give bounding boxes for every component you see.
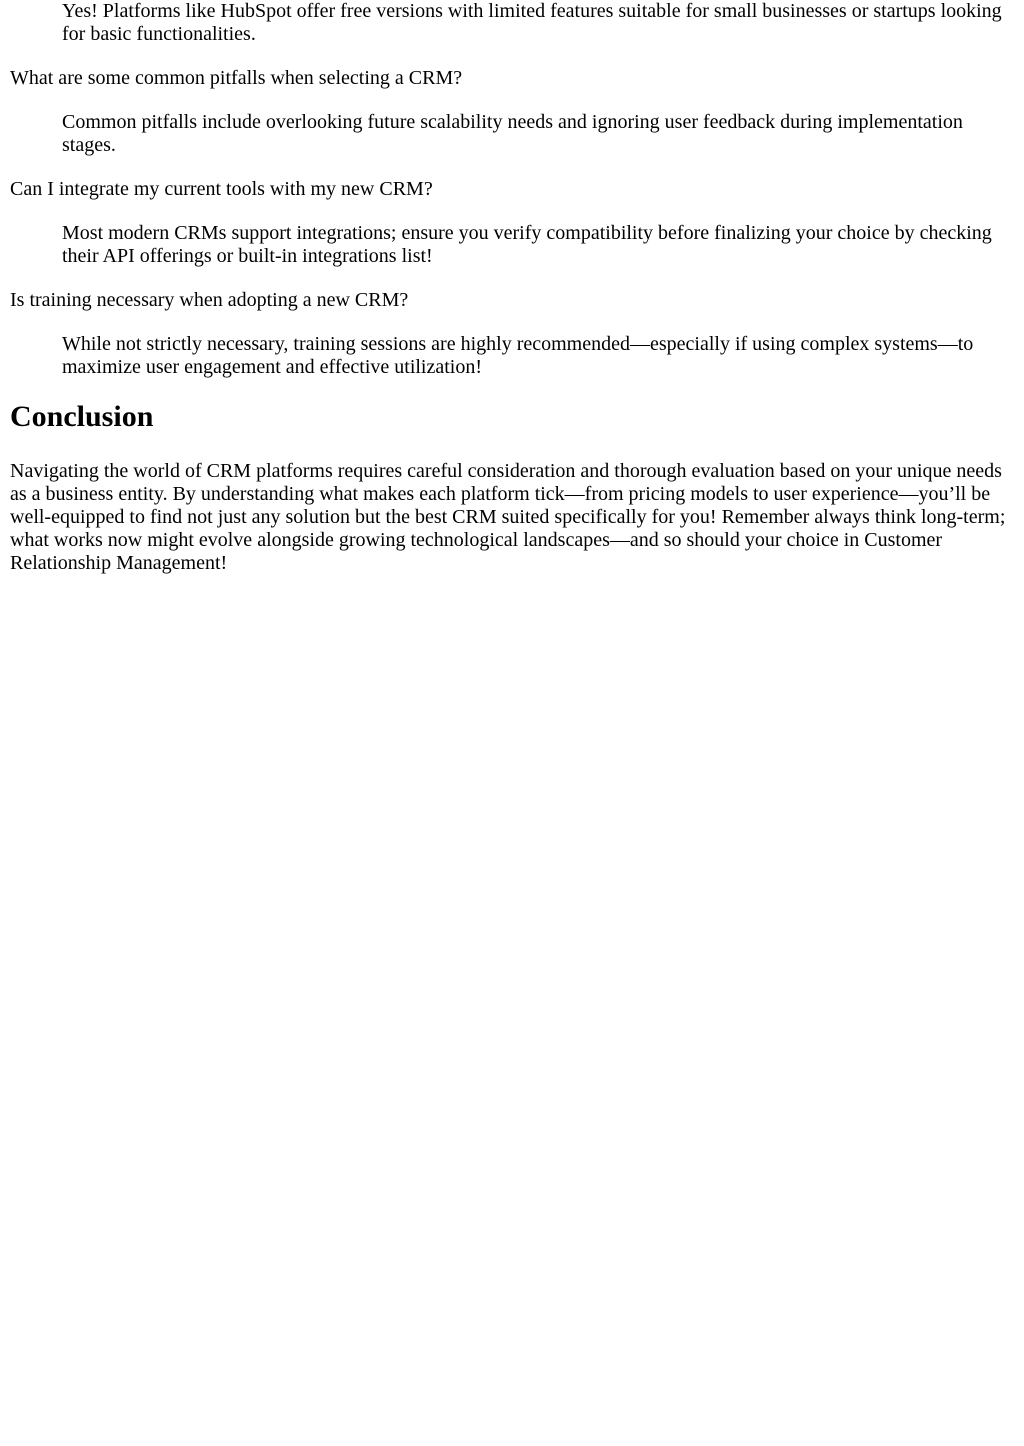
faq-list: [10, 0, 1010, 379]
faq-answer-2: Common pitfalls include overlooking future scalability needs and ignoring user feedback during implementation stages.: [62, 111, 963, 156]
faq-answer-1: Yes! Platforms like HubSpot offer free versions with limited features suitable for small businesses or startups looking for basic functionalities.: [62, 0, 1002, 45]
article-page: [10, 0, 1010, 575]
conclusion-heading: Conclusion: [10, 400, 154, 433]
faq-question-4: Is training necessary when adopting a new CRM?: [10, 289, 409, 311]
faq-answer-3: Most modern CRMs support integrations; ensure you verify compatibility before finalizing your choice by checking their API offerings or built-in integrations list!: [62, 222, 992, 267]
faq-question-2: What are some common pitfalls when selecting a CRM?: [10, 67, 463, 89]
faq-question-3: Can I integrate my current tools with my new CRM?: [10, 178, 433, 200]
faq-answer-4: While not strictly necessary, training sessions are highly recommended—especially if using complex systems—to maximize user engagement and effective utilization!: [62, 333, 974, 378]
conclusion-paragraph: Navigating the world of CRM platforms requires careful consideration and thorough evaluation based on your unique needs as a business entity. By understanding what makes each platform tick—from pricing models to user experience—you’ll be well-equipped to find not just any solution but the best CRM suited specifically for you! Remember always think long-term; what works now might evolve alongside growing technological landscapes—and so should your choice in Customer Relationship Management!: [10, 460, 1006, 574]
